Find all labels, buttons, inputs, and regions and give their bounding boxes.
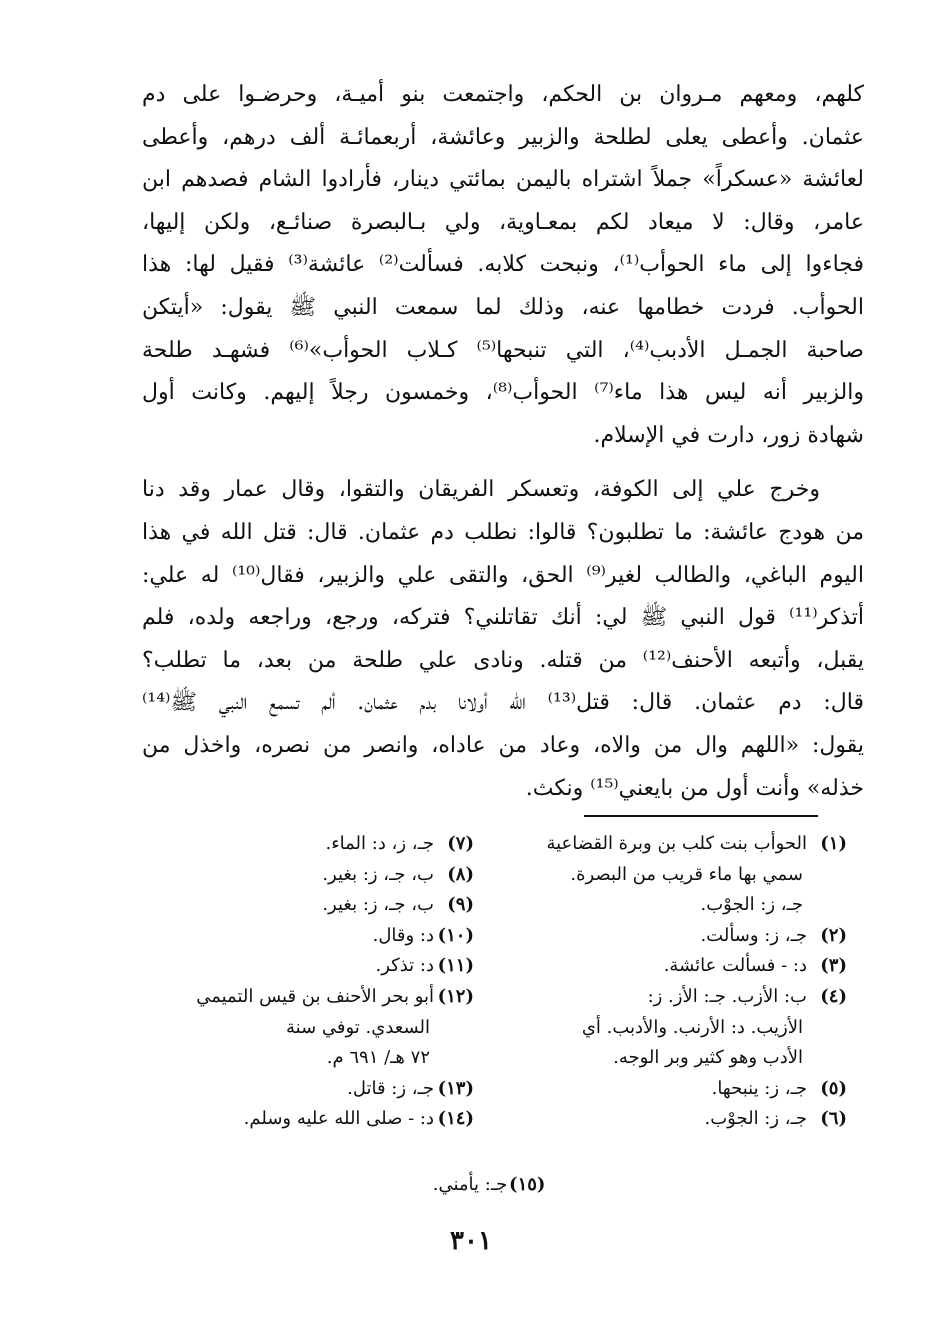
footnote: [517, 1074, 847, 1105]
footnote-number: (٢): [820, 924, 847, 946]
footnote: [517, 1104, 847, 1135]
page-number: ٣٠١: [450, 1226, 492, 1256]
footnote-text: جـ، ز: الجوْب.: [704, 1108, 807, 1130]
text-line: وخرج علي إلى الكوفة، وتعسكر الفريقان والتقوا، وقال عمار وقد دنا: [142, 477, 821, 503]
footnote-text: الحوأب بنت كلب بن وبرة القضاعية: [546, 833, 807, 854]
footnote-number: (٤): [820, 985, 847, 1007]
footnote-text: ب، جـ، ز: بغير.: [322, 863, 434, 885]
footnote-number: (١٥): [509, 1174, 546, 1195]
text-line: يقول: «اللهم وال من والاه، وعاد من عاداه، وانصر من نصره، واخذل من: [142, 732, 864, 758]
main-text: [142, 74, 864, 810]
footnote-number: (١١): [437, 955, 474, 977]
text-line: لعائشة «عسكراً» جملاً اشتراه باليمن بمائتي دينار، فأرادوا الشام فصدهم ابن: [142, 167, 864, 193]
text-line: كلهم، ومعهم مـروان بن الحكم، واجتمعت بنو أميـة، وحرضـوا على دم: [142, 82, 864, 107]
footnote-continuation: سمي بها ماء قريب من البصرة.: [570, 863, 803, 885]
footnote: [138, 829, 474, 860]
footnote: [138, 1104, 474, 1135]
footnote-number: (١٠): [437, 924, 474, 946]
footnote-15: [380, 1170, 600, 1200]
footnote-text: د: تذكر.: [375, 955, 434, 977]
text-line: أتذكر⁽¹¹⁾ قول النبي ﷺ لي: أنك تقاتلني؟ فتركه، ورجع، وراجعه ولده، فلم: [142, 605, 864, 631]
footnote-text: جـ: يأمني.: [432, 1174, 508, 1195]
footnote-continuation: ٧٢ هـ/ ٦٩١ م.: [326, 1047, 430, 1069]
footnote: [138, 1074, 474, 1105]
footnote-number: (٣): [820, 955, 847, 977]
footnote: [138, 982, 474, 1013]
text-line: خذله» وأنت أول من بايعني⁽¹⁵⁾ ونكث.: [525, 775, 864, 801]
footnote-number: (١٣): [437, 1077, 474, 1099]
text-line: عامر، وقال: لا ميعاد لكم بمعـاوية، ولي بـالبصرة صنائـع، ولكن إليها،: [142, 209, 864, 235]
footnote: [138, 890, 474, 921]
text-line: من هودج عائشة: ما تطلبون؟ قالوا: نطلب دم عثمان. قال: قتل الله في هذا: [142, 519, 864, 545]
footnote-continuation: السعدي. توفي سنة: [285, 1016, 430, 1038]
text-line: عثمان. وأعطى يعلى لطلحة والزبير وعائشة، أربعمائـة ألف درهم، وأعطى: [142, 124, 864, 150]
footnote-text: د: وقال.: [372, 924, 434, 946]
footnote-text: ب: الأزب. جـ: الأز. ز:: [647, 985, 807, 1007]
footnotes-right-column: [517, 829, 847, 1135]
footnote: [517, 829, 847, 860]
paragraph-2: [142, 469, 864, 810]
footnote-number: (٨): [447, 863, 474, 885]
footnotes-left-column: [138, 829, 474, 1135]
footnote-separator: [584, 815, 818, 817]
footnote-continuation: الأزيب. د: الأرنب. والأدبب. أي: [581, 1016, 803, 1038]
footnote: [517, 951, 847, 982]
text-line: والزبير أنه ليس هذا ماء⁽⁷⁾ الحوأب⁽⁸⁾، وخمسون رجلاً إليهم. وكانت أول: [142, 380, 864, 406]
footnote: [138, 921, 474, 952]
footnote-number: (٥): [820, 1077, 847, 1099]
text-line: قال: دم عثمان. قال: قتل⁽¹³⁾ الله أولانا بدم عثمان. ألم تسمع النبي ﷺ⁽¹⁴⁾: [142, 690, 864, 716]
footnote-number: (٧): [447, 833, 474, 854]
text-line: فجاءوا إلى ماء الحوأب⁽¹⁾، ونبحت كلابه. فسألت⁽²⁾ عائشة⁽³⁾ فقيل لها: هذا: [142, 252, 864, 278]
footnote-number: (٩): [447, 894, 474, 916]
footnote: [138, 951, 474, 982]
footnote-text: ب، جـ، ز: بغير.: [322, 894, 434, 916]
footnote: [517, 921, 847, 952]
text-line: اليوم الباغي، والطالب لغير⁽⁹⁾ الحق، والتقى علي والزبير، فقال⁽¹⁰⁾ له علي:: [142, 562, 864, 588]
text-line: الحوأب. فردت خطامها عنه، وذلك لما سمعت النبي ﷺ يقول: «أيتكن: [142, 294, 864, 320]
footnote-text: د: - فسألت عائشة.: [663, 955, 807, 977]
footnote-continuation: جـ، ز: الجوْب.: [700, 894, 803, 916]
text-line: صاحبة الجمـل الأدبب⁽⁴⁾، التي تنبحها⁽⁵⁾ كـلاب الحوأب»⁽⁶⁾ فشهـد طلحة: [142, 337, 864, 363]
footnote-text: جـ، ز: قاتل.: [347, 1077, 434, 1099]
footnote-number: (١٤): [437, 1108, 474, 1130]
footnote-number: (١٢): [437, 985, 474, 1007]
footnote-continuation: الأدب وهو كثير وبر الوجه.: [613, 1047, 803, 1069]
footnote-text: د: - صلى الله عليه وسلم.: [243, 1108, 434, 1130]
footnote-text: جـ، ز: وسألت.: [700, 924, 807, 946]
footnote-number: (٦): [820, 1108, 847, 1130]
text-line: يقبل، وأتبعه الأحنف⁽¹²⁾ من قتله. ونادى علي طلحة من بعد، ما تطلب؟: [142, 647, 864, 673]
footnote: [138, 860, 474, 891]
footnote-number: (١): [820, 833, 847, 854]
text-line: شهادة زور، دارت في الإسلام.: [593, 422, 864, 448]
footnote-text: أبو بحر الأحنف بن قيس التميمي: [196, 985, 434, 1007]
paragraph-1: [142, 74, 864, 457]
footnote-text: جـ، ز، د: الماء.: [325, 833, 434, 854]
footnote: [517, 982, 847, 1013]
footnote-text: جـ، ز: ينبحها.: [711, 1077, 807, 1099]
